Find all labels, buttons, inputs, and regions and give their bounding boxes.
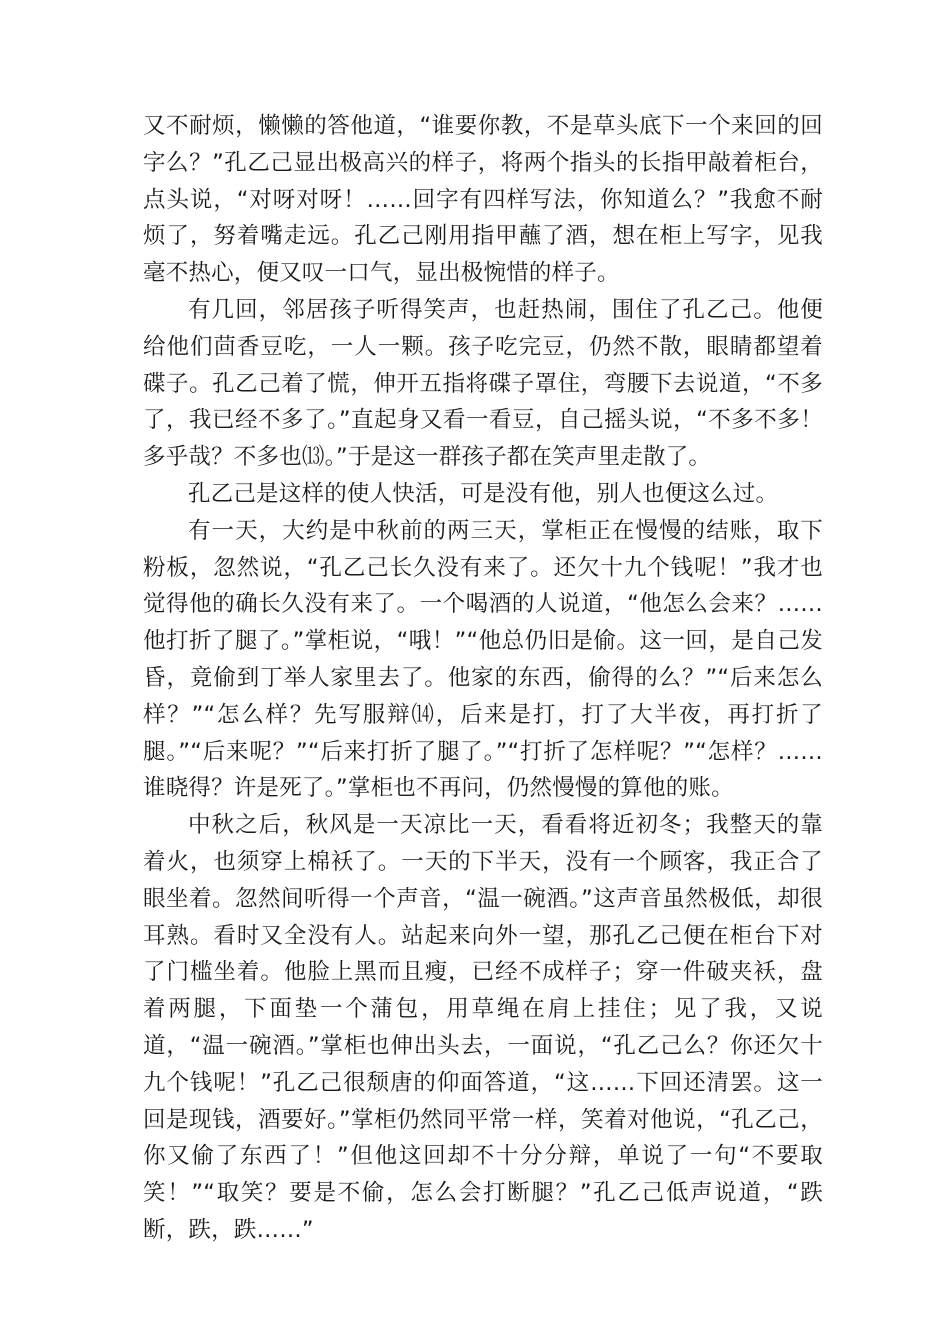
paragraph-mid-autumn-account: 有一天，大约是中秋前的两三天，掌柜正在慢慢的结账，取下粉板，忽然说，“孔乙己长久没有来了。还欠十九个钱呢！”我才也觉得他的确长久没有来了。一个喝酒的人说道，“他怎么会来？……他打折了腿了。”掌柜说，“哦！”“他总仍旧是偷。这一回，是自己发昏，竟偷到丁举人家里去了。他家的东西，偷得的么？”“后来怎么样？”“怎么样？先写服辩⒁，后来是打，打了大半夜，再打折了腿。”“后来呢？”“后来打折了腿了。”“打折了怎样呢？”“怎样？……谁晓得？许是死了。”掌柜也不再问，仍然慢慢的算他的账。 <box>143 517 823 802</box>
body-text <box>143 108 823 1249</box>
paragraph-after-mid-autumn: 中秋之后，秋风是一天凉比一天，看看将近初冬；我整天的靠着火，也须穿上棉袄了。一天的下半天，没有一个顾客，我正合了眼坐着。忽然间听得一个声音，“温一碗酒。”这声音虽然极低，却很耳熟。看时又全没有人。站起来向外一望，那孔乙己便在柜台下对了门槛坐着。他脸上黑而且瘦，已经不成样子；穿一件破夹袄，盘着两腿，下面垫一个蒲包，用草绳在肩上挂住；见了我，又说道，“温一碗酒。”掌柜也伸出头去，一面说，“孔乙己么？你还欠十九个钱呢！”孔乙己很颓唐的仰面答道，“这……下回还清罢。这一回是现钱，酒要好。”掌柜仍然同平常一样，笑着对他说，“孔乙己，你又偷了东西了！”但他这回却不十分分辩，单说了一句“不要取笑！”“取笑？要是不偷，怎么会打断腿？”孔乙己低声说道，“跌断，跌，跌……” <box>143 812 823 1243</box>
paragraph-continuation: 又不耐烦，懒懒的答他道，“谁要你教，不是草头底下一个来回的回字么？”孔乙己显出极高兴的样子，将两个指头的长指甲敲着柜台，点头说，“对呀对呀！……回字有四样写法，你知道么？”我愈不耐烦了，努着嘴走远。孔乙己刚用指甲蘸了酒，想在柜上写字，见我毫不热心，便又叹一口气，显出极惋惜的样子。 <box>143 113 823 287</box>
paragraph-neighbor-children: 有几回，邻居孩子听得笑声，也赶热闹，围住了孔乙己。他便给他们茴香豆吃，一人一颗。孩子吃完豆，仍然不散，眼睛都望着碟子。孔乙己着了慌，伸开五指将碟子罩住，弯腰下去说道，“不多了，我已经不多了。”直起身又看一看豆，自己摇头说，“不多不多！多乎哉？不多也⒀。”于是这一群孩子都在笑声里走散了。 <box>143 296 823 471</box>
paragraph-kong-yiji-happiness: 孔乙己是这样的使人快活，可是没有他，别人也便这么过。 <box>188 480 779 507</box>
